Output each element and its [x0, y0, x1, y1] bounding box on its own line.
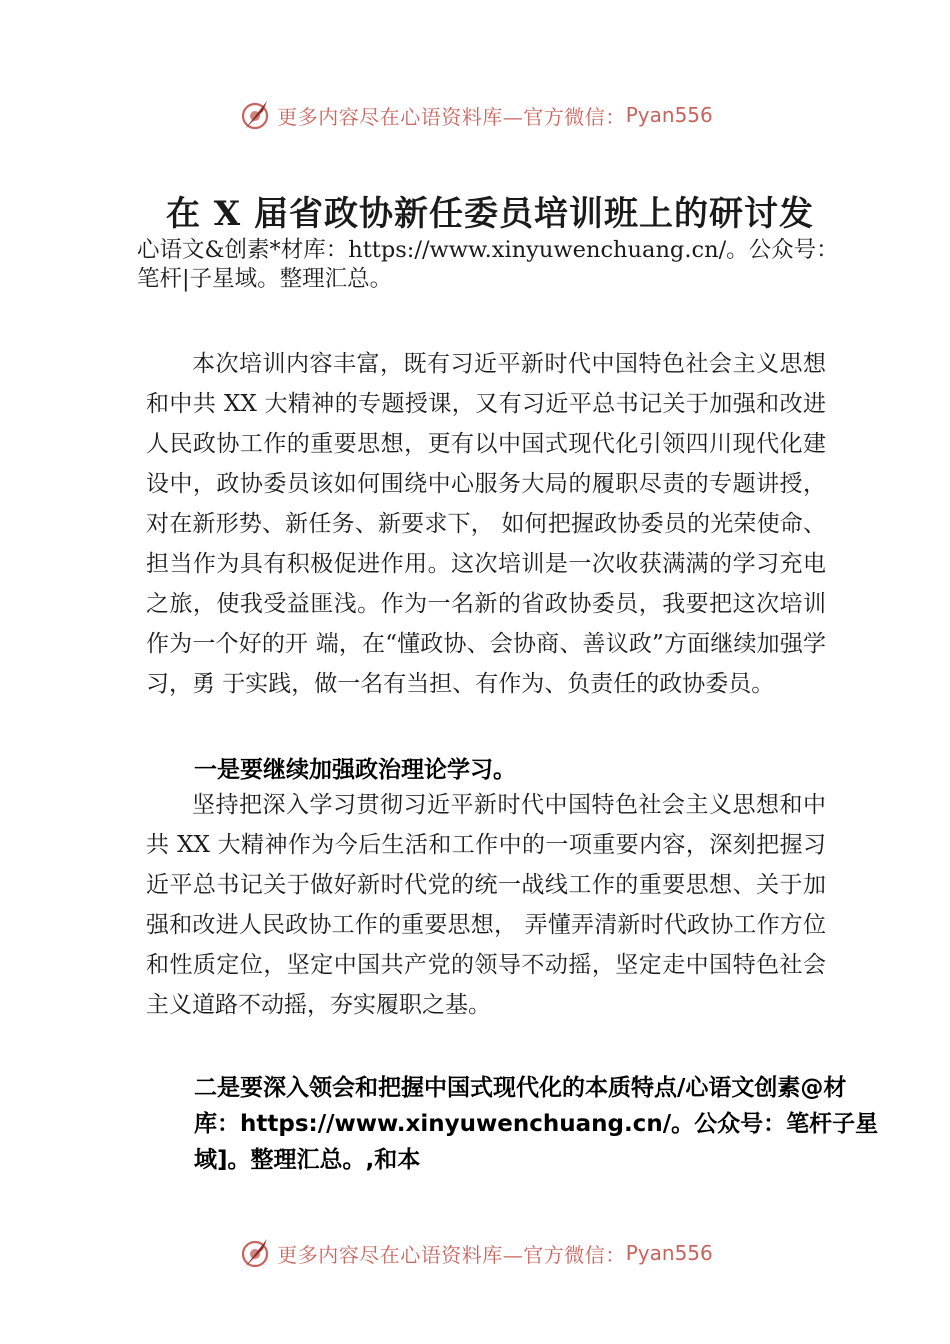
section-heading-2: 二是要深入领会和把握中国式现代化的本质特点/心语文创素@材库：https://www.xinyuwenchuang.cn/。公众号：笔杆子星域]。整理汇总。,和本	[194, 1075, 879, 1173]
banner-wechat-id: Pyan556	[625, 103, 713, 127]
source-note: 心语文&创素*材库：https://www.xinyuwenchuang.cn/。公众号：笔杆|子星域。整理汇总。	[137, 237, 839, 292]
header-banner	[0, 95, 950, 135]
banner-wechat-id: Pyan556	[625, 1241, 713, 1265]
banner-text: 更多内容尽在心语资料库—官方微信：	[277, 1242, 626, 1267]
banner-text: 更多内容尽在心语资料库—官方微信：	[277, 104, 626, 129]
quill-pen-circle-icon	[237, 1235, 273, 1271]
footer-banner	[0, 1233, 950, 1273]
quill-pen-circle-icon	[237, 97, 273, 133]
paragraph-section-1: 坚持把深入学习贯彻习近平新时代中国特色社会主义思想和中共 XX 大精神作为今后生活和工作中的一项重要内容，深刻把握习近平总书记关于做好新时代党的统一战线工作的重要思想、关于加强和改进人民政协工作的重要思想， 弄懂弄清新时代政协工作方位和性质定位，坚定中国共产党的领导不动摇，坚定走中国特色社会主义道路不动摇，夯实履职之基。	[146, 792, 826, 1018]
paragraph-intro: 本次培训内容丰富，既有习近平新时代中国特色社会主义思想和中共 XX 大精神的专题授课，又有习近平总书记关于加强和改进人民政协工作的重要思想，更有以中国式现代化引领四川现代化建设中，政协委员该如何围绕中心服务大局的履职尽责的专题讲授，对在新形势、新任务、新要求下， 如何把握政协委员的光荣使命、担当作为具有积极促进作用。这次培训是一次收获满满的学习充电之旅，使我受益匪浅。作为一名新的省政协委员，我要把这次培训作为一个好的开 端，在“懂政协、会协商、善议政”方面继续加强学习，勇 于实践，做一名有当担、有作为、负责任的政协委员。	[146, 351, 826, 697]
document-title: 在 X 届省政协新任委员培训班上的研讨发	[165, 194, 815, 234]
section-heading-1: 一是要继续加强政治理论学习。	[194, 757, 516, 783]
